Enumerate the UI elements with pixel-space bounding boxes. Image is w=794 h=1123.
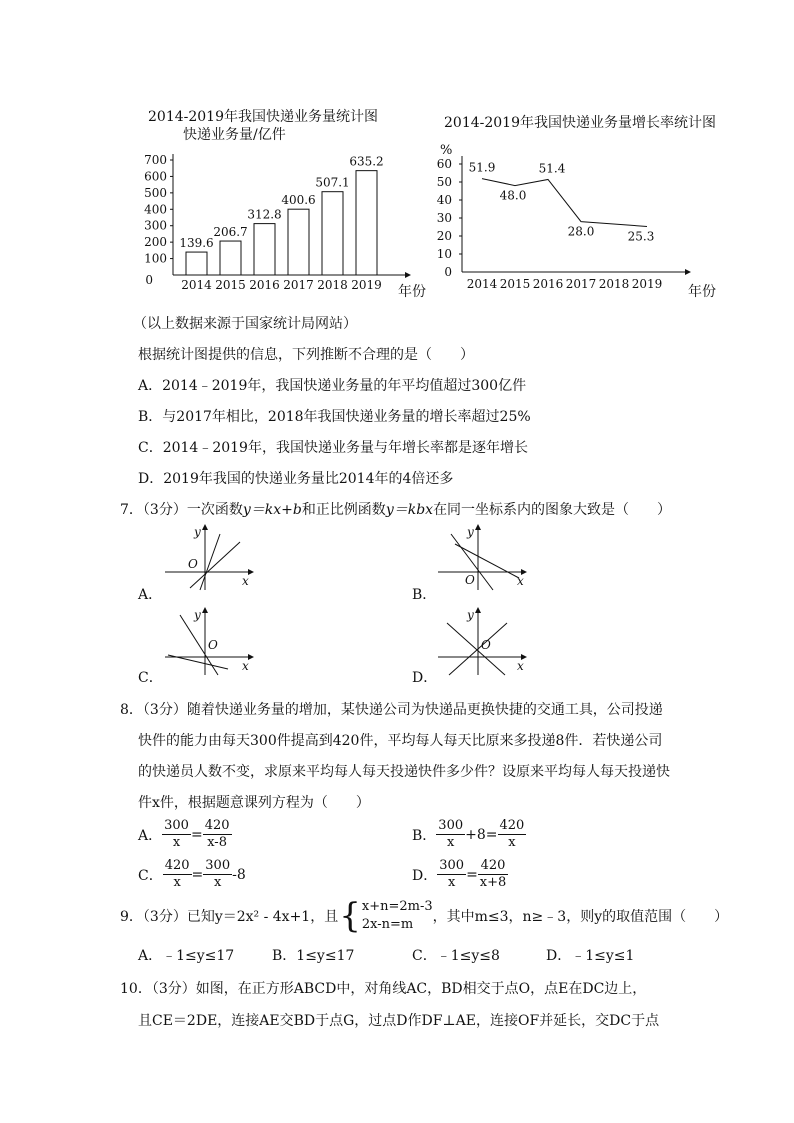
- line-y-unit: %: [440, 143, 453, 158]
- q6-option-b: B．与2017年相比，2018年我国快递业务量的增长率超过25%: [138, 409, 531, 425]
- q7-d-y-label: y: [467, 608, 474, 622]
- q7-graph-a: [160, 522, 260, 592]
- bar: [356, 171, 377, 275]
- bar-value-label: 507.1: [315, 175, 350, 190]
- q9-option-a: A．﹣1≤y≤17: [138, 948, 235, 964]
- line-x-tick-label: 2018: [598, 277, 630, 291]
- bar-chart-ylabel: 快递业务量/亿件: [183, 127, 286, 143]
- bar: [254, 224, 275, 275]
- line-chart-xlabel: 年份: [688, 284, 716, 300]
- q7-label-b: B．: [412, 587, 437, 603]
- line-x-tick-label: 2019: [631, 277, 663, 291]
- q6-option-a: A．2014﹣2019年，我国快递业务量的年平均值超过300亿件: [138, 378, 527, 394]
- line-y-tick-label: 10: [436, 247, 452, 261]
- bar-y-tick-label: 100: [144, 251, 167, 266]
- q7-graph-b: [433, 522, 533, 592]
- bar-x-tick-label: 2015: [215, 278, 246, 292]
- q7-b-y-label: y: [467, 525, 474, 539]
- line-point-label: 25.3: [627, 229, 655, 244]
- bar-x-tick-label: 2017: [283, 278, 314, 292]
- bar-y-tick-label: 400: [144, 202, 167, 217]
- q8-line-3: 的快递员人数不变，求原来平均每人每天投递快件多少件？设原来平均每人每天投递快: [138, 764, 670, 780]
- line-y-tick-label: 0: [444, 265, 452, 279]
- bar: [186, 252, 207, 275]
- line-x-axis-arrow: [685, 269, 691, 275]
- bar-x-axis-arrow: [405, 272, 411, 278]
- q7-graph-d: [433, 605, 533, 677]
- q8-option-b: B． $\frac{300}{x}$ +8= $\frac{420}{x}$: [412, 818, 525, 850]
- q7-stem: 7．（3分）一次函数y＝kx+b和正比例函数y＝kbx在同一坐标系内的图象大致是（ ）: [120, 502, 672, 518]
- bar-chart: [135, 145, 435, 300]
- bar-x-tick-label: 2016: [249, 278, 280, 292]
- q7-a-x-label: x: [242, 574, 249, 588]
- bar-y-tick-label: 600: [144, 169, 167, 184]
- bar-y-tick-label: 300: [144, 218, 167, 233]
- q8-line-1: 8．（3分）随着快递业务量的增加，某快递公司为快递品更换快捷的交通工具，公司投递: [120, 702, 663, 718]
- line-point-label: 48.0: [499, 188, 527, 203]
- bar-value-label: 139.6: [179, 236, 214, 251]
- bar-value-label: 206.7: [213, 225, 248, 240]
- q7-d-origin: O: [481, 638, 491, 652]
- line-point-label: 51.4: [538, 161, 566, 176]
- bar: [288, 209, 309, 275]
- line-y-tick-label: 20: [436, 229, 452, 243]
- q9-option-c: C．﹣1≤y≤8: [412, 948, 500, 964]
- bar-chart-xlabel: 年份: [398, 284, 426, 300]
- bar-y-tick-label: 0: [145, 273, 153, 287]
- bar-y-tick-label: 500: [144, 185, 167, 200]
- q10-line-2: 且CE＝2DE，连接AE交BD于点G，过点D作DF⊥AE，连接OF并延长，交DC于点: [138, 1013, 660, 1029]
- line-point-label: 28.0: [567, 224, 595, 239]
- line-chart-title: 2014-2019年我国快递业务量增长率统计图: [444, 115, 716, 131]
- bar-x-tick-label: 2018: [317, 278, 348, 292]
- source-note: （以上数据来源于国家统计局网站）: [133, 316, 357, 332]
- line-y-tick-label: 60: [436, 157, 452, 171]
- line-x-tick-label: 2015: [499, 277, 531, 291]
- q8-option-c: C． $\frac{420}{x}$ = $\frac{300}{x}$ -8: [138, 858, 246, 890]
- q10-line-1: 10．（3分）如图，在正方形ABCD中，对角线AC，BD相交于点O，点E在DC边上，: [120, 981, 647, 997]
- q7-label-c: C．: [138, 670, 163, 686]
- bar-chart-title: 2014-2019年我国快递业务量统计图: [148, 109, 378, 125]
- q6-option-d: D．2019年我国的快递业务量比2014年的4倍还多: [138, 471, 454, 487]
- q7-b-origin: O: [465, 573, 475, 587]
- bar-value-label: 400.6: [281, 193, 316, 208]
- q8-option-a: A． $\frac{300}{x}$ = $\frac{420}{x-8}$: [138, 818, 230, 850]
- bar-value-label: 635.2: [349, 154, 384, 169]
- q6-option-c: C．2014﹣2019年，我国快递业务量与年增长率都是逐年增长: [138, 440, 528, 456]
- bar-y-tick-label: 700: [144, 153, 167, 167]
- q9-brace: {: [339, 896, 361, 936]
- bar: [220, 241, 241, 275]
- q8-line-2: 快件的能力由每天300件提高到420件，平均每人每天比原来多投递8件．若快递公司: [138, 733, 663, 749]
- line-y-tick-label: 50: [436, 175, 452, 189]
- q8-option-d: D． $\frac{300}{x}$ = $\frac{420}{x+8}$: [412, 858, 507, 890]
- bar-x-tick-label: 2019: [351, 278, 382, 292]
- q7-c-x-label: x: [242, 659, 249, 673]
- line-x-tick-label: 2017: [565, 277, 597, 291]
- line-chart: [430, 140, 700, 295]
- line-x-tick-label: 2016: [532, 277, 564, 291]
- q9-option-b: B．1≤y≤17: [272, 948, 355, 964]
- bar-y-tick-label: 200: [144, 235, 167, 250]
- q7-a-y-label: y: [194, 525, 201, 539]
- bar-value-label: 312.8: [247, 207, 282, 222]
- bar-x-tick-label: 2014: [181, 278, 212, 292]
- q7-b-x-label: x: [517, 574, 524, 588]
- q9-option-d: D．﹣1≤y≤1: [546, 948, 635, 964]
- q7-d-x-label: x: [517, 659, 524, 673]
- q9-system: x+n=2m-3 2x-n=m: [361, 899, 433, 932]
- q7-c-origin: O: [208, 638, 218, 652]
- q6-stem: 根据统计图提供的信息，下列推断不合理的是（ ）: [138, 347, 474, 363]
- line-y-tick-label: 30: [436, 211, 452, 225]
- q8-line-4: 件x件，根据题意课列方程为（ ）: [138, 795, 370, 811]
- q9-stem: 9．（3分）已知y＝2x² ‑ 4x+1，且 { x+n=2m-3 2x-n=m ，其中m≤3，n≥﹣3，则y的取值范围（ ）: [120, 896, 729, 936]
- q7-c-y-label: y: [194, 608, 201, 622]
- line-x-tick-label: 2014: [466, 277, 498, 291]
- bar: [322, 192, 343, 275]
- q7-a-origin: O: [188, 557, 198, 571]
- q7-graph-c: [160, 605, 260, 677]
- q7-label-d: D．: [412, 670, 438, 686]
- q7-label-a: A．: [138, 587, 163, 603]
- line-y-tick-label: 40: [436, 193, 452, 207]
- line-point-label: 51.9: [468, 160, 496, 175]
